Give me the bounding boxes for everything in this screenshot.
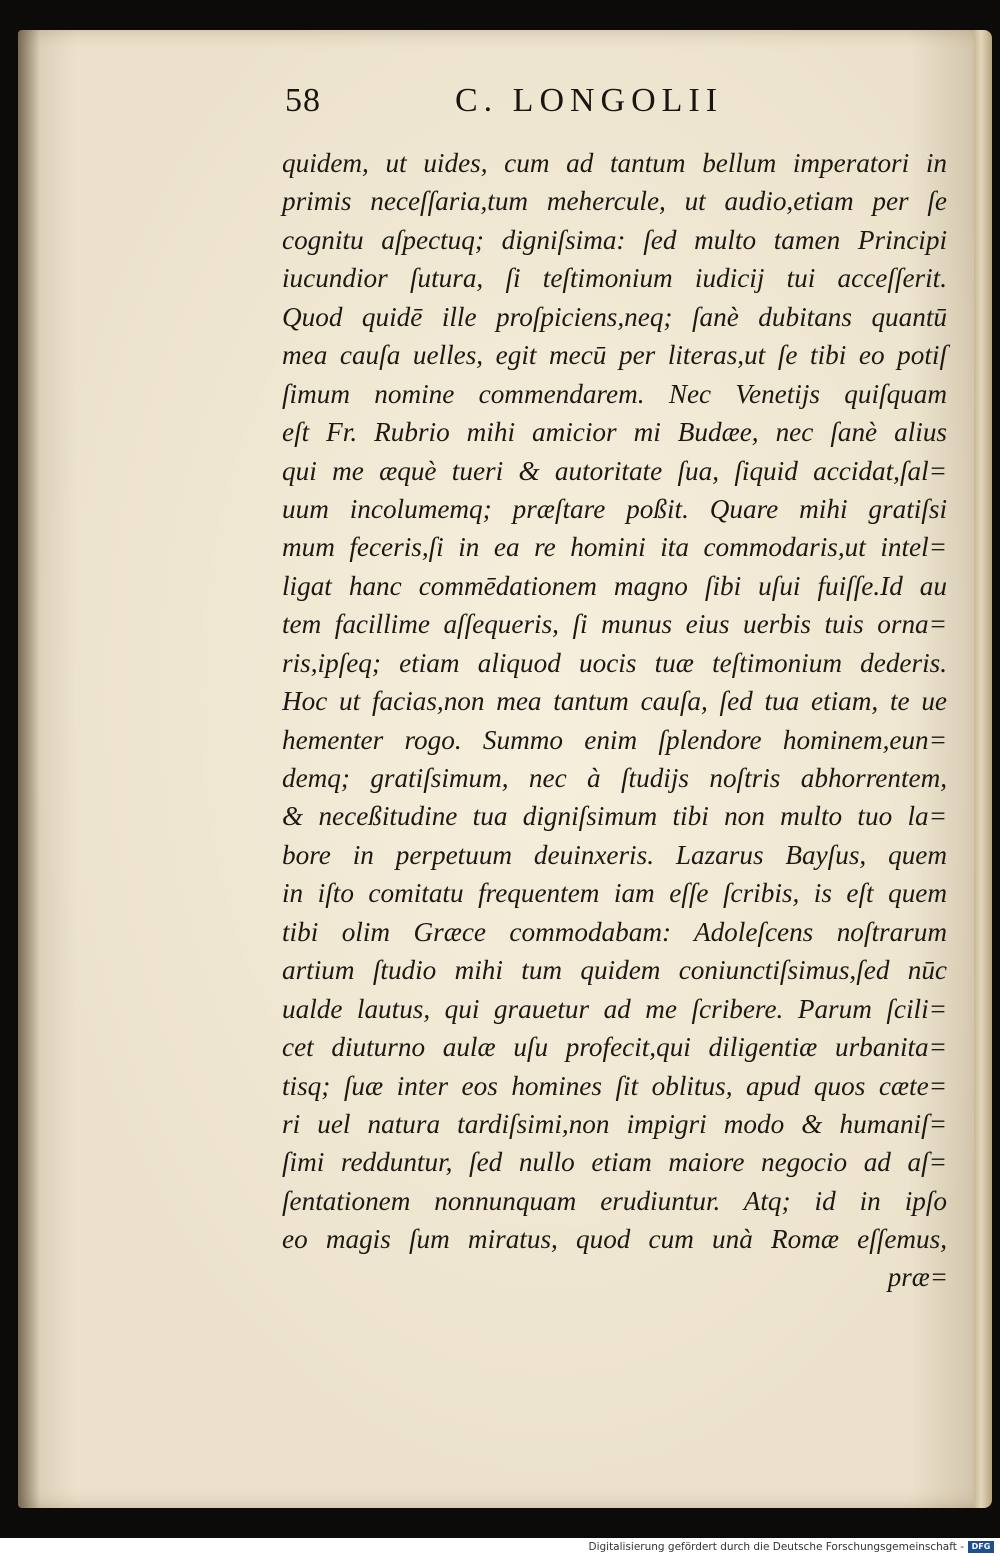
text-line: iucundior ſutura, ſi teſtimonium iudicij tui acceſſerit. bbox=[282, 263, 947, 294]
text-line: mea cauſa uelles, egit mecū per literas,ut ſe tibi eo potiſ bbox=[282, 340, 947, 371]
text-line: qui me æquè tueri & autoritate ſua, ſiquid accidat,ſal= bbox=[282, 455, 947, 486]
text-line: cet diuturno aulæ uſu profecit,qui diligentiæ urbanita= bbox=[282, 1032, 947, 1063]
text-line: cognitu aſpectuq; digniſsima: ſed multo tamen Principi bbox=[282, 224, 947, 255]
running-head-title: C. LONGOLII bbox=[455, 82, 724, 119]
text-line: uum incolumemq; præſtare poßit. Quare mihi gratiſsi bbox=[282, 493, 947, 524]
text-line: primis neceſſaria,tum mehercule, ut audio,etiam per ſe bbox=[282, 186, 947, 217]
text-line: eſt Fr. Rubrio mihi amicior mi Budæe, nec ſanè alius bbox=[282, 417, 947, 448]
text-line: Quod quidē ille proſpiciens,neq; ſanè dubitans quantū bbox=[282, 301, 947, 332]
dfg-logo-icon: DFG bbox=[968, 1541, 994, 1553]
running-head bbox=[285, 76, 965, 126]
text-line: eo magis ſum miratus, quod cum unà Romæ eſſemus, bbox=[282, 1224, 947, 1255]
page-edge bbox=[974, 30, 992, 1508]
footer-bar bbox=[0, 1538, 1000, 1556]
text-line: demq; gratiſsimum, nec à ſtudijs noſtris abhorrentem, bbox=[282, 763, 947, 793]
funding-credit: Digitalisierung gefördert durch die Deutsche Forschungsgemeinschaft - bbox=[588, 1541, 964, 1553]
text-line: bore in perpetuum deuinxeris. Lazarus Bayſus, quem bbox=[282, 839, 947, 870]
text-line: hementer rogo. Summo enim ſplendore hominem,eun= bbox=[282, 724, 947, 755]
text-line: ſimi redduntur, ſed nullo etiam maiore negocio ad aſ= bbox=[282, 1147, 947, 1178]
text-line: tisq; ſuæ inter eos homines ſit oblitus, apud quos cæte= bbox=[282, 1070, 947, 1101]
catchword: præ= bbox=[887, 1262, 948, 1292]
text-line: in iſto comitatu frequentem iam eſſe ſcribis, is eſt quem bbox=[282, 878, 947, 909]
text-line: ris,ipſeq; etiam aliquod uocis tuæ teſtimonium dederis. bbox=[282, 647, 947, 678]
text-line: artium ſtudio mihi tum quidem coniunctiſsimus,ſed nūc bbox=[282, 955, 947, 986]
text-line: ligat hanc commēdationem magno ſibi uſui fuiſſe.Id au bbox=[282, 570, 947, 601]
text-line: Hoc ut facias,non mea tantum cauſa, ſed tua etiam, te ue bbox=[282, 686, 947, 717]
text-line: & neceßitudine tua digniſsimum tibi non multo tuo la= bbox=[282, 801, 947, 832]
body-text bbox=[282, 144, 947, 1259]
page-gutter-shadow bbox=[18, 30, 40, 1508]
page-number: 58 bbox=[285, 82, 321, 119]
text-line: mum feceris,ſi in ea re homini ita commodaris,ut intel= bbox=[282, 532, 947, 563]
text-line: ualde lautus, qui grauetur ad me ſcribere. Parum ſcili= bbox=[282, 993, 947, 1024]
text-line: ſimum nomine commendarem. Nec Venetijs quiſquam bbox=[282, 378, 947, 409]
text-line: ſentationem nonnunquam erudiuntur. Atq; id in ipſo bbox=[282, 1185, 947, 1216]
text-line: ri uel natura tardiſsimi,non impigri modo & humaniſ= bbox=[282, 1108, 947, 1139]
text-line: quidem, ut uides, cum ad tantum bellum imperatori in bbox=[282, 148, 947, 178]
text-line: tem facillime aſſequeris, ſi munus eius uerbis tuis orna= bbox=[282, 609, 947, 640]
text-line: tibi olim Græce commodabam: Adoleſcens noſtrarum bbox=[282, 916, 947, 947]
